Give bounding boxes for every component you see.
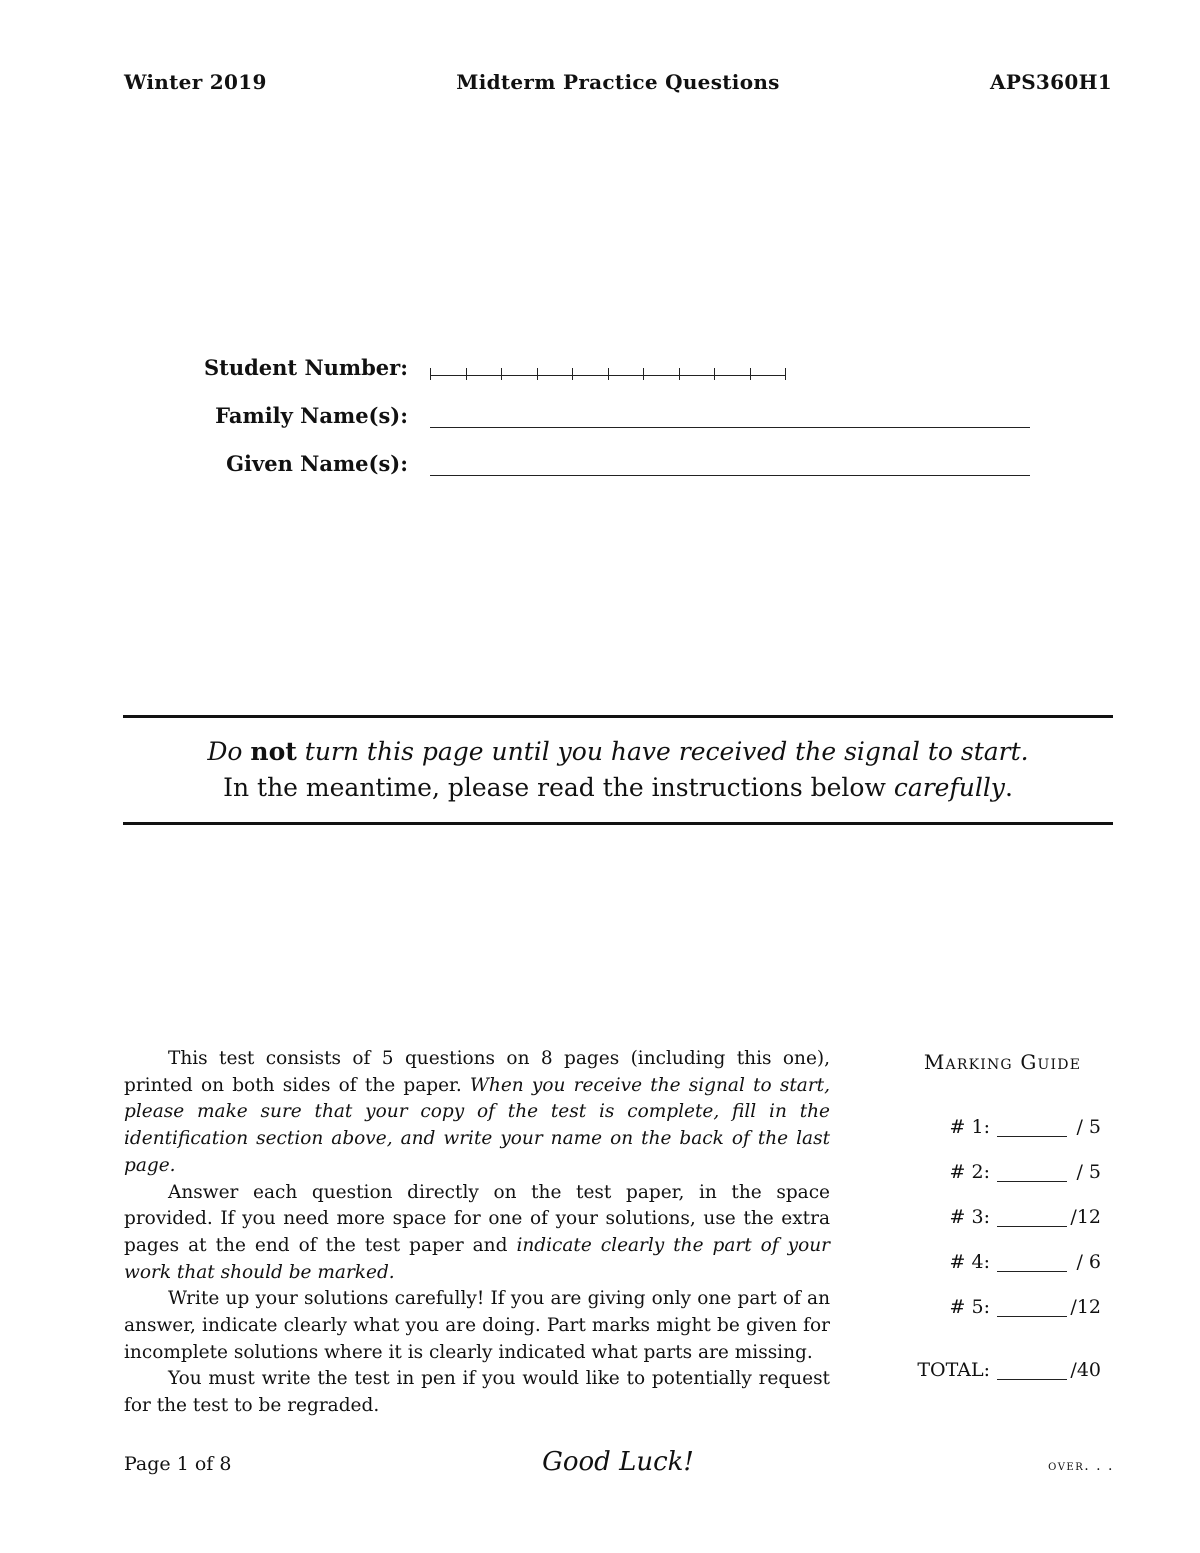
notice-line-2: In the meantime, please read the instructions below carefully. [223, 773, 1013, 802]
header-course-code: APS360H1 [990, 70, 1112, 94]
instructions-paragraph: You must write the test in pen if you would like to potentially request for the test to be regraded. [124, 1368, 830, 1417]
score-blank[interactable] [997, 1316, 1067, 1317]
marking-guide-title: Marking Guide [923, 1050, 1082, 1074]
header-title: Midterm Practice Questions [456, 70, 780, 94]
instructions-paragraph: Write up your solutions carefully! If you are giving only one part of an answer, indicate clearly what you are doing. Part marks might be given for incomplete solutions where it is clearly indicated what parts are missing. [124, 1288, 830, 1363]
over-text: over. . . [1048, 1458, 1114, 1474]
student-number-tick [572, 368, 573, 380]
marking-row: # 4: / 6 [949, 1251, 1101, 1273]
marking-row: # 5: /12 [949, 1296, 1101, 1318]
notice-line-1: Do not turn this page until you have received the signal to start. [207, 737, 1029, 766]
student-number-tick [643, 368, 644, 380]
student-number-field[interactable] [430, 366, 785, 380]
marking-row: # 2: / 5 [949, 1161, 1101, 1183]
student-number-tick [430, 368, 431, 380]
given-name-label: Given Name(s): [226, 451, 408, 476]
student-number-tick [501, 368, 502, 380]
score-blank[interactable] [997, 1181, 1067, 1182]
total-score-blank[interactable] [997, 1379, 1067, 1380]
given-name-field[interactable] [430, 459, 1030, 476]
student-number-tick [537, 368, 538, 380]
marking-row: # 1: / 5 [949, 1116, 1101, 1138]
top-rule [123, 715, 1113, 718]
score-blank[interactable] [997, 1271, 1067, 1272]
student-number-tick [608, 368, 609, 380]
instructions-paragraph: Answer each question directly on the test paper, in the space provided. If you need more space for one of your solutions, use the extra pages at the end of the test paper and indicate clearly the part of your work that should be marked. [124, 1181, 831, 1283]
student-number-tick [750, 368, 751, 380]
marking-total-row: TOTAL: /40 [917, 1359, 1101, 1381]
score-blank[interactable] [997, 1136, 1067, 1137]
student-number-tick [785, 368, 786, 380]
instructions-paragraph: This test consists of 5 questions on 8 pages (including this one), printed on both sides of the paper. When you receive the signal to start, please make sure that your copy of the test is complete, fill in the identification section above, and write your name on the back of the last page. [124, 1048, 830, 1176]
student-number-label: Student Number: [203, 355, 408, 380]
bottom-rule [123, 822, 1113, 825]
student-number-tick [714, 368, 715, 380]
marking-row: # 3: /12 [949, 1206, 1101, 1228]
family-name-label: Family Name(s): [215, 403, 408, 428]
page-number: Page 1 of 8 [124, 1453, 232, 1475]
score-blank[interactable] [997, 1226, 1067, 1227]
header-term: Winter 2019 [124, 70, 267, 94]
family-name-field[interactable] [430, 411, 1030, 428]
student-number-tick [466, 368, 467, 380]
student-number-tick [679, 368, 680, 380]
good-luck-text: Good Luck! [542, 1447, 694, 1477]
